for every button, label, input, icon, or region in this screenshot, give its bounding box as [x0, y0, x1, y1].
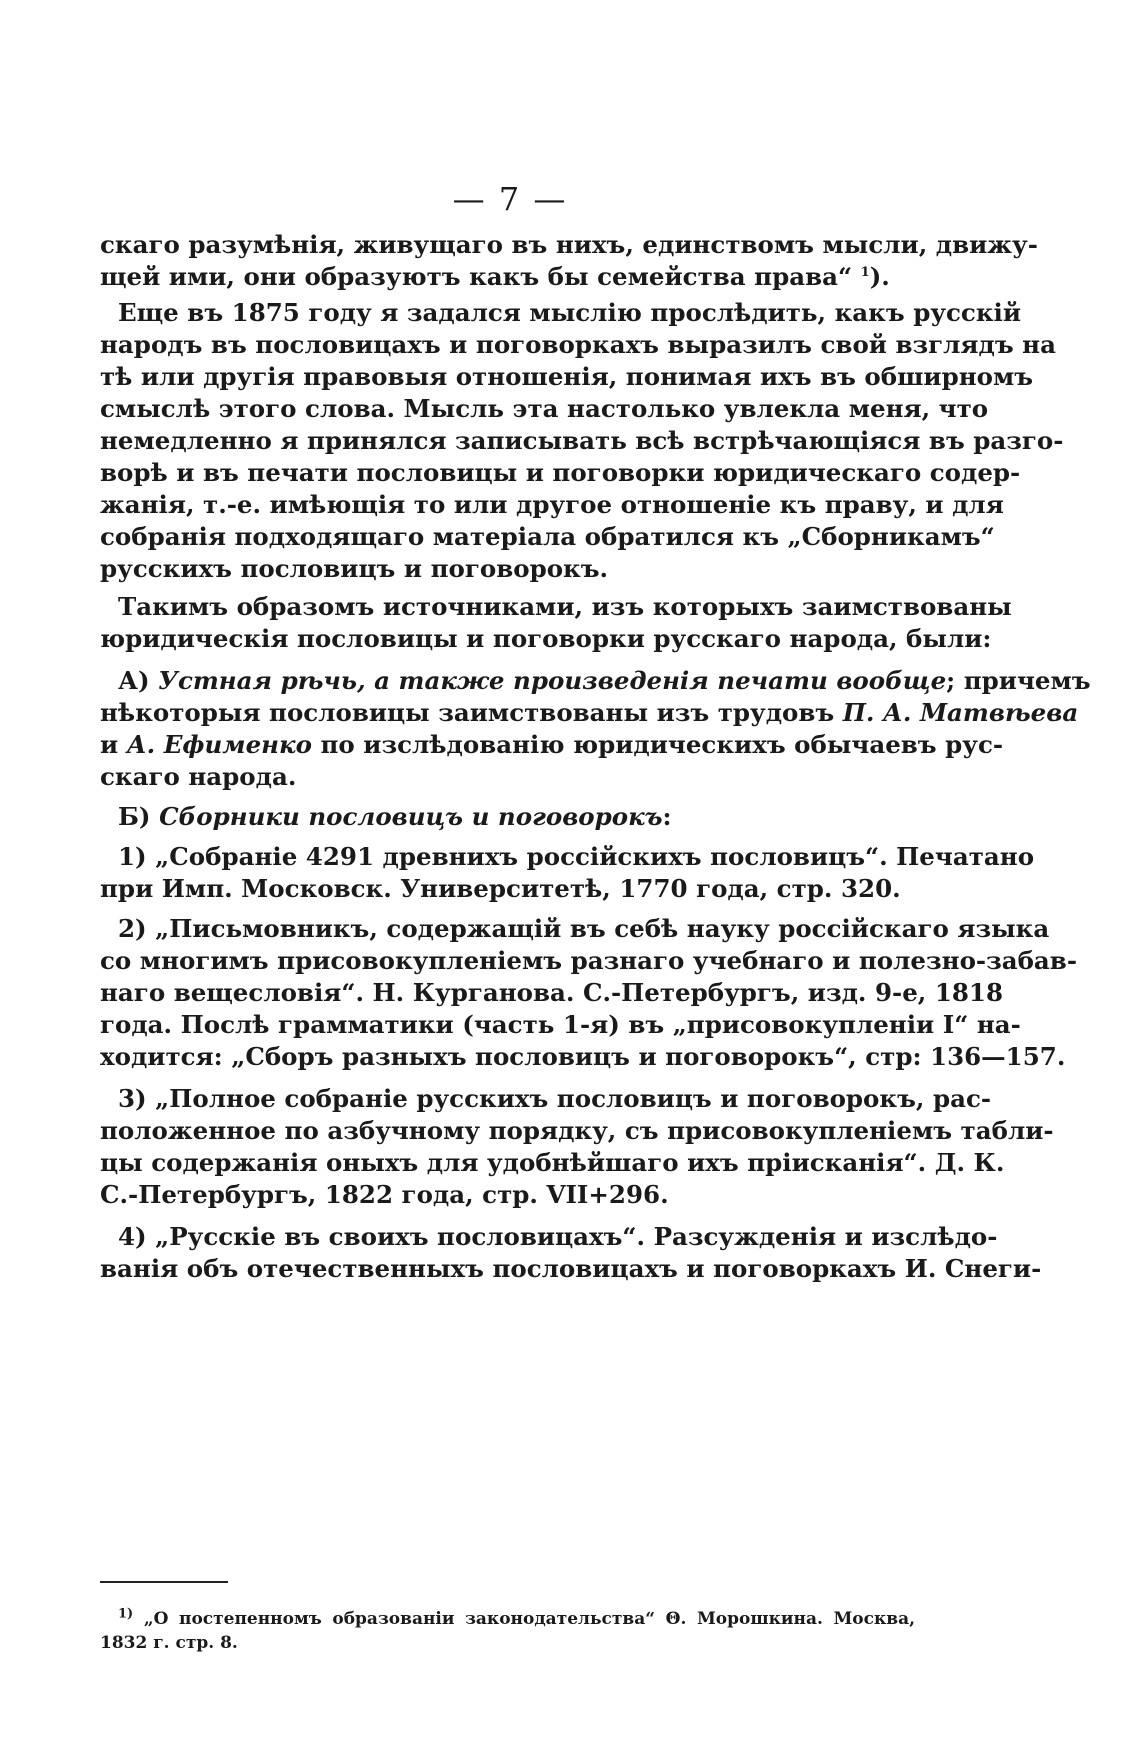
text-line: немедленно я принялся записывать всѣ встрѣчающіяся въ разго- [100, 426, 1064, 455]
text-line: Такимъ образомъ источниками, изъ которыхъ заимствованы [118, 592, 1012, 621]
text-line: собранія подходящаго матеріала обратился къ „Сборникамъ“ [100, 522, 995, 551]
text-line: ванія объ отечественныхъ пословицахъ и поговоркахъ И. Снеги- [100, 1254, 1042, 1283]
text-line: со многимъ присовокупленіемъ разнаго учебнаго и полезно-забав- [100, 946, 1077, 975]
text-line: ворѣ и въ печати пословицы и поговорки юридическаго содер- [100, 458, 1021, 487]
text-line: при Имп. Московск. Университетѣ, 1770 года, стр. 320. [100, 874, 901, 903]
text-line: нѣкоторыя пословицы заимствованы изъ трудовъ П. А. Матвѣева [100, 698, 1079, 727]
text-line: и А. Ефименко по изслѣдованію юридическихъ обычаевъ рус- [100, 730, 1004, 759]
text-line: положенное по азбучному порядку, съ присовокупленіемъ табли- [100, 1116, 1054, 1145]
footnote-ref[interactable]: 1 [860, 264, 870, 280]
text-line: жанія, т.-е. имѣющія то или другое отношеніе къ праву, и для [100, 490, 1004, 519]
footnote-line: $^{1)}$ „О постепенномъ образованіи законодательства“ Θ. Морошкина. Москва, [118, 1606, 916, 1629]
text-line: Б) Сборники пословицъ и поговорокъ: [118, 802, 672, 831]
text-line: юридическія пословицы и поговорки русскаго народа, были: [100, 624, 992, 653]
footnote-rule [100, 1581, 228, 1583]
text-line: С.-Петербургъ, 1822 года, стр. VII+296. [100, 1180, 669, 1209]
text-line: наго вещесловія“. Н. Курганова. С.-Петербургъ, изд. 9-е, 1818 [100, 978, 1004, 1007]
text-line: 4) „Русскіе въ своихъ пословицахъ“. Разсужденія и изслѣдо- [118, 1222, 998, 1251]
text-line: цы содержанія оныхъ для удобнѣйшаго ихъ пріисканія“. Д. К. [100, 1148, 1005, 1177]
text-line: 2) „Письмовникъ, содержащій въ себѣ науку россійскаго языка [118, 914, 1050, 943]
text-line: скаго разумѣнія, живущаго въ нихъ, единствомъ мысли, движу- [100, 230, 1038, 259]
text-line: народъ въ пословицахъ и поговоркахъ выразилъ свой взглядъ на [100, 330, 1056, 359]
text-line: Еще въ 1875 году я задался мыслію прослѣдить, какъ русскій [118, 298, 1022, 327]
text-line: А) Устная рѣчь, а также произведенія печати вообще; причемъ [118, 666, 1091, 695]
text-line: года. Послѣ грамматики (часть 1-я) въ „присовокупленіи I“ на- [100, 1010, 1021, 1039]
footnote-line: 1832 г. стр. 8. [100, 1633, 238, 1653]
text-line: смыслѣ этого слова. Мысль эта настолько увлекла меня, что [100, 394, 989, 423]
text-line: 1) „Собраніе 4291 древнихъ россійскихъ пословицъ“. Печатано [118, 842, 1035, 871]
text-line: тѣ или другія правовыя отношенія, понимая ихъ въ обширномъ [100, 362, 1034, 391]
page-number: — 7 — [452, 180, 568, 218]
text-line: ходится: „Сборъ разныхъ пословицъ и поговорокъ“, стр: 136—157. [100, 1042, 1066, 1071]
text-line: щей ими, они образуютъ какъ бы семейства права“ $^1$). [100, 262, 890, 291]
text-line: скаго народа. [100, 762, 297, 791]
text-line: русскихъ пословицъ и поговорокъ. [100, 554, 609, 583]
text-line: 3) „Полное собраніе русскихъ пословицъ и поговорокъ, рас- [118, 1084, 992, 1113]
